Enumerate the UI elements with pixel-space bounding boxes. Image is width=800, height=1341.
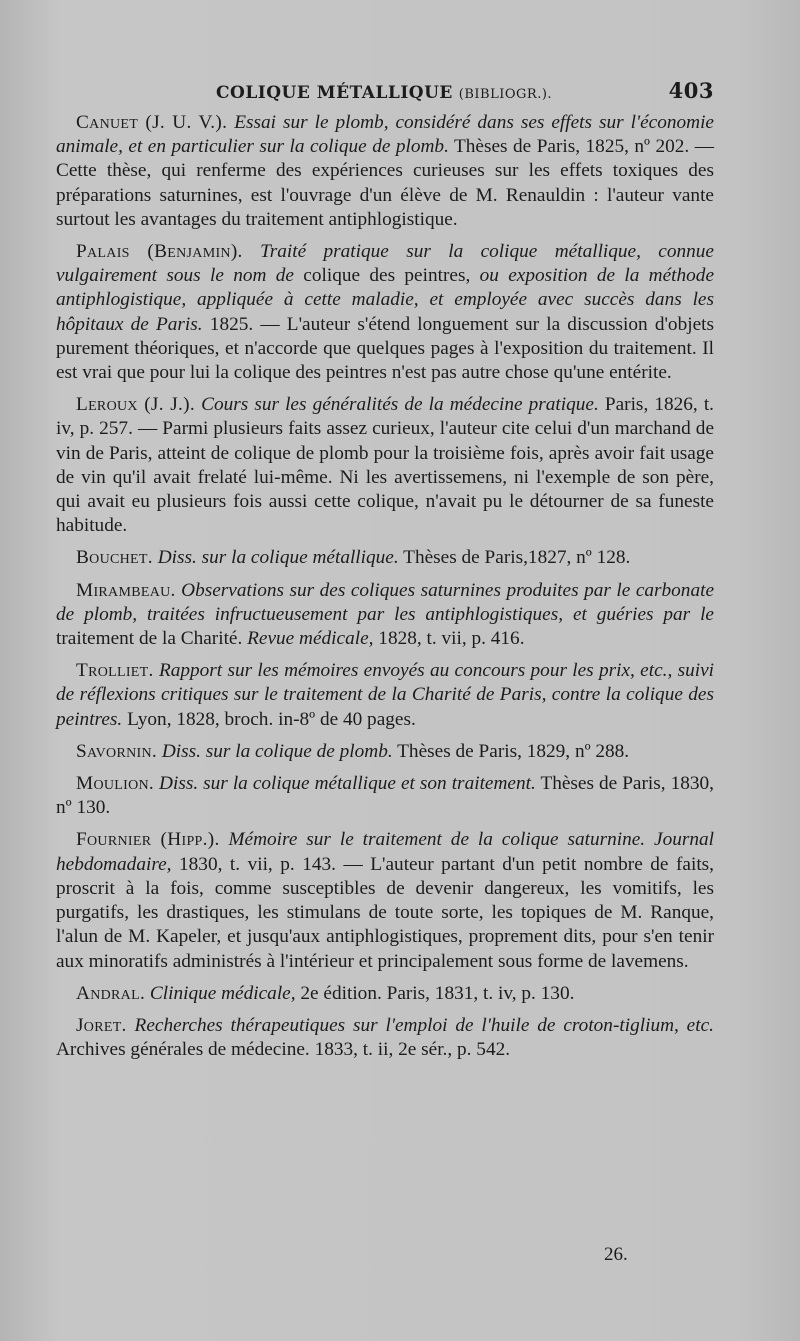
entry-title: Diss. sur la colique métallique et son traitement. xyxy=(159,773,536,795)
entry-text: traitement de la Charité. xyxy=(56,628,243,650)
entry-title: Recherches thérapeutiques sur l'emploi de l'huile de croton-tiglium, etc. xyxy=(134,1014,714,1036)
entry-text: Thèses de Paris, 1829, nº 288. xyxy=(397,740,630,762)
entry-author: Mirambeau. xyxy=(76,579,176,601)
entry-text: 1830, t. vii, p. 143. — L'auteur partant d'un petit nombre de faits, proscrit à la fois, comme susceptibles de devenir dangereux, les vomitifs, les purgatifs, les drastiques, les stimulans de toute sorte, les topiques de M. Ranque, l'alun de M. Kapeler, et jusqu'aux antiphlogistiques, proprement dits, pour s'en tenir aux minoratifs administrés à l'intérieur et principalement sous forme de lavemens. xyxy=(56,853,714,972)
running-header xyxy=(216,78,714,103)
entry-author: Andral. xyxy=(76,982,146,1004)
entry-author: Fournier (Hipp.). xyxy=(76,829,220,851)
entry-text: Archives générales de médecine. 1833, t. ii, 2e sér., p. 542. xyxy=(56,1039,511,1061)
entry-text: 2e édition. Paris, 1831, t. iv, p. 130. xyxy=(300,982,575,1004)
running-title: COLIQUE MÉTALLIQUE xyxy=(216,83,453,103)
entry-author: Bouchet. xyxy=(76,547,153,569)
entry-journal: Revue médicale, xyxy=(247,628,374,650)
entry-title: Cours sur les généralités de la médecine pratique. xyxy=(201,394,599,416)
entry-text: Paris, 1826, t. iv, p. 257. — Parmi plusieurs faits assez curieux, l'auteur cite celui d'un marchand de vin de Paris, atteint de colique de plomb pour la troisième fois, après avoir fait usage de vin qu'il avait frelaté lui-même. Ni les avertissemens, ni l'exemple de son père, qui avait eu plusieurs fois aussi cette colique, n'avait pu le détourner de sa funeste habitude. xyxy=(56,394,714,537)
entry-title: Rapport sur les mémoires envoyés au concours pour les prix, etc., suivi de réflexions critiques sur le traitement de la Charité de Paris, contre la colique des peintres. xyxy=(56,660,715,730)
entry-author: Leroux (J. J.). xyxy=(76,394,195,416)
entry-author: Savornin. xyxy=(76,740,157,762)
page-number: 403 xyxy=(668,78,714,103)
entry-author: Canuet (J. U. V.). xyxy=(76,112,228,133)
entry-title: Mémoire sur le traitement de la colique saturnine. Journal hebdomadaire, xyxy=(56,829,714,875)
running-subtitle: (BIBLIOGR.). xyxy=(458,87,553,102)
entry-title: Diss. sur la colique de plomb. xyxy=(161,740,393,762)
entry-author: Trolliet. xyxy=(76,660,154,682)
bibliography-entry xyxy=(56,659,714,732)
entry-title-continued: ou exposition de la méthode antiphlogistique, appliquée à cette maladie, et employée avec succès dans les hôpitaux de Paris. xyxy=(56,265,714,335)
entry-text: Thèses de Paris,1827, nº 128. xyxy=(403,547,631,569)
entry-text: 1825. — L'auteur s'étend longuement sur la discussion d'objets purement théoriques, et n'accorde que quelques pages à l'exposition du traitement. Il est vrai que pour lui la colique des peintres n'est pas autre chose qu'une entérite. xyxy=(56,313,714,384)
bibliography-entry xyxy=(56,1014,714,1062)
bibliography-list xyxy=(56,111,714,1062)
bibliography-entry xyxy=(56,393,714,538)
bibliography-entry xyxy=(56,240,714,385)
entry-text: Thèses de Paris, 1825, nº 202. — Cette thèse, qui renferme des expériences curieuses sur les effets toxiques des préparations saturnines, est l'ouvrage d'un élève de M. Renauldin : l'auteur vante surtout les avantages du traitement antiphlogistique. xyxy=(56,136,714,230)
bibliography-entry xyxy=(56,546,714,570)
entry-author: Palais (Benjamin). xyxy=(76,241,243,263)
bibliography-entry xyxy=(56,111,714,232)
bibliography-entry xyxy=(56,740,714,764)
entry-text-continued: 1828, t. vii, p. 416. xyxy=(378,628,525,650)
entry-author: Moulion. xyxy=(76,773,155,795)
bibliography-entry xyxy=(56,772,714,820)
entry-title: Clinique médicale, xyxy=(149,982,296,1004)
entry-title: Observations sur des coliques saturnines produites par le carbonate de plomb, traitées infructueusement par les antiphlogistiques, et guéries par le xyxy=(56,579,714,625)
bibliography-entry xyxy=(56,579,714,652)
entry-title-plain: colique des peintres, xyxy=(303,265,471,287)
entry-text: Thèses de Paris, 1830, nº 130. xyxy=(56,773,714,819)
signature-mark: 26. xyxy=(604,1244,628,1265)
entry-author: Joret. xyxy=(76,1014,127,1036)
entry-title: Traité pratique sur la colique métallique, connue vulgairement sous le nom de xyxy=(56,241,714,287)
entry-title: Essai sur le plomb, considéré dans ses effets sur l'économie animale, et en particulier sur la colique de plomb. xyxy=(56,112,714,158)
bibliography-entry xyxy=(56,982,714,1006)
bibliography-entry xyxy=(56,828,714,973)
entry-title: Diss. sur la colique métallique. xyxy=(157,547,399,569)
entry-text: Lyon, 1828, broch. in-8º de 40 pages. xyxy=(127,708,416,730)
